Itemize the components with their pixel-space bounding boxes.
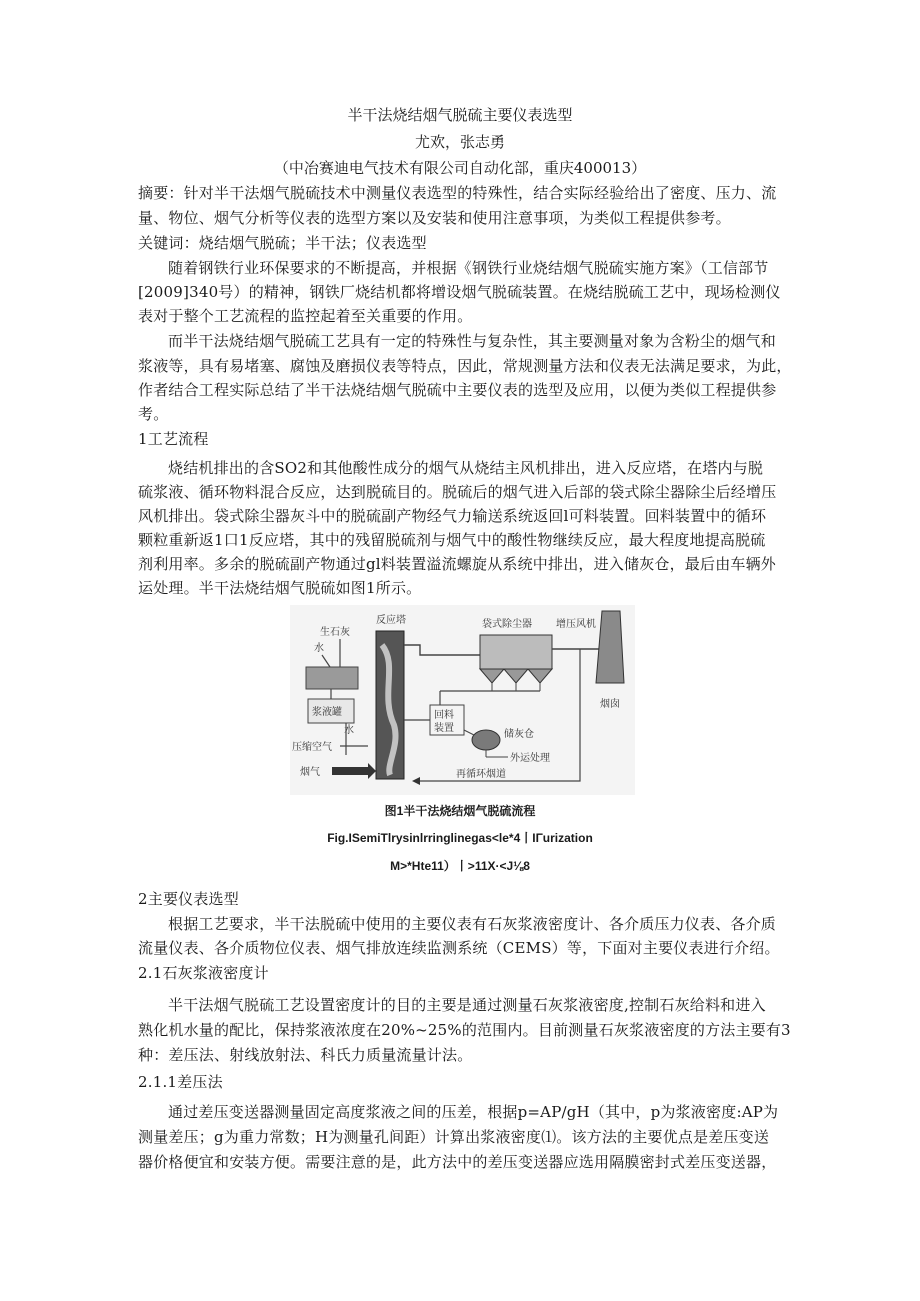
ash-bin bbox=[472, 730, 500, 750]
section-1-paragraph: 运处理。半干法烧结烟气脱硫如图1所示。 bbox=[138, 579, 422, 597]
section-1-heading: 1工艺流程 bbox=[138, 430, 209, 448]
intro-paragraph-2: 浆液等，具有易堵塞、腐蚀及磨损仪表等特点，因此，常规测量方法和仪表无法满足要求，为此， bbox=[138, 357, 792, 375]
section-1-paragraph: 剂利用率。多余的脱硫副产物通过gl料装置溢流螺旋从系统中排出，进入储灰仓，最后由车辆外 bbox=[138, 555, 777, 573]
figure-caption-en: Fig.ISemiTlrysinlrringlinegas<le*4丨IΓurization bbox=[327, 831, 593, 845]
label-device: 装置 bbox=[434, 723, 454, 734]
section-2-heading: 2主要仪表选型 bbox=[138, 890, 239, 908]
section-2-1-1-heading: 2.1.1差压法 bbox=[138, 1073, 223, 1091]
label-water-1: 水 bbox=[314, 643, 324, 654]
figure-caption: 图1半干法烧结烟气脱硫流程 bbox=[384, 804, 536, 818]
intro-paragraph-2: 而半干法烧结烟气脱硫工艺具有一定的特殊性与复杂性，其主要测量对象为含粉尘的烟气和 bbox=[168, 332, 777, 350]
label-slurry-tank: 浆液罐 bbox=[312, 707, 342, 718]
label-compressed-air: 压缩空气 bbox=[292, 742, 332, 753]
intro-paragraph-1: 表对于整个工艺流程的监控起着至关重要的作用。 bbox=[138, 307, 473, 325]
label-transport: 外运处理 bbox=[510, 753, 550, 764]
baghouse bbox=[480, 635, 552, 669]
label-recycle: 回料 bbox=[434, 710, 454, 721]
intro-paragraph-2: 考。 bbox=[138, 405, 169, 423]
label-ash-bin: 储灰仓 bbox=[504, 729, 534, 740]
label-water-2: 水 bbox=[344, 725, 354, 736]
label-lime: 生石灰 bbox=[320, 627, 350, 638]
process-flow-diagram bbox=[290, 605, 635, 795]
section-1-paragraph: 风机排出。袋式除尘器灰斗中的脱硫副产物经气力输送系统返回l可料装置。回料装置中的循环 bbox=[138, 507, 767, 525]
section-1-paragraph: 烧结机排出的含SO2和其他酸性成分的烟气从烧结主风机排出，进入反应塔，在塔内与脱 bbox=[168, 459, 764, 477]
paper-title: 半干法烧结烟气脱硫主要仪表选型 bbox=[347, 106, 573, 124]
label-fan: 增压风机 bbox=[556, 619, 596, 630]
section-2-1-1-paragraph: 测量差压；g为重力常数；H为测量孔间距）计算出浆液密度⑴。该方法的主要优点是差压变送 bbox=[138, 1128, 770, 1146]
keywords: 关键词：烧结烟气脱硫；半干法；仪表选型 bbox=[138, 234, 427, 252]
abstract-line: 摘要：针对半干法烟气脱硫技术中测量仪表选型的特殊性，结合实际经验给出了密度、压力、流 bbox=[138, 184, 777, 202]
section-2-1-paragraph: 熟化机水量的配比，保持浆液浓度在20%~25%的范围内。目前测量石灰浆液密度的方法主要有3 bbox=[138, 1021, 791, 1039]
label-recirc-duct: 再循环烟道 bbox=[456, 769, 506, 780]
section-2-1-1-paragraph: 器价格便宜和安装方便。需要注意的是，此方法中的差压变送器应选用隔膜密封式差压变送器， bbox=[138, 1153, 777, 1171]
section-2-paragraph: 根据工艺要求，半干法脱硫中使用的主要仪表有石灰浆液密度计、各介质压力仪表、各介质 bbox=[168, 915, 777, 933]
label-baghouse: 袋式除尘器 bbox=[482, 619, 532, 630]
section-1-paragraph: 颗粒重新返1口1反应塔，其中的残留脱硫剂与烟气中的酸性物继续反应，最大程度地提高脱硫 bbox=[138, 531, 766, 549]
intro-paragraph-1: [2009]340号）的精神，钢铁厂烧结机都将增设烟气脱硫装置。在烧结脱硫工艺中，现场检测仪 bbox=[138, 283, 781, 301]
figure-caption-en: M>*Hte11）丨>11X·<J⅛8 bbox=[390, 859, 530, 873]
label-reactor: 反应塔 bbox=[376, 615, 406, 626]
section-2-1-heading: 2.1石灰浆液密度计 bbox=[138, 964, 269, 982]
label-flue-gas: 烟气 bbox=[300, 767, 320, 778]
authors: 尤欢，张志勇 bbox=[414, 133, 505, 151]
section-2-1-1-paragraph: 通过差压变送器测量固定高度浆液之间的压差，根据p=AP∕gH（其中，p为浆液密度:AP为 bbox=[168, 1103, 779, 1121]
label-chimney: 烟囱 bbox=[600, 699, 620, 710]
affiliation: （中冶赛迪电气技术有限公司自动化部，重庆400013） bbox=[273, 159, 647, 177]
section-2-paragraph: 流量仪表、各介质物位仪表、烟气排放连续监测系统（CEMS）等，下面对主要仪表进行介绍。 bbox=[138, 939, 780, 957]
intro-paragraph-1: 随着钢铁行业环保要求的不断提高，并根据《钢铁行业烧结烟气脱硫实施方案》（工信部节 bbox=[168, 259, 769, 277]
section-2-1-paragraph: 种：差压法、射线放射法、科氏力质量流量计法。 bbox=[138, 1046, 473, 1064]
abstract-line: 量、物位、烟气分析等仪表的选型方案以及安装和使用注意事项，为类似工程提供参考。 bbox=[138, 209, 731, 227]
section-1-paragraph: 硫浆液、循环物料混合反应，达到脱硫目的。脱硫后的烟气进入后部的袋式除尘器除尘后经增压 bbox=[138, 483, 777, 501]
intro-paragraph-2: 作者结合工程实际总结了半干法烧结烟气脱硫中主要仪表的选型及应用，以便为类似工程提供参 bbox=[138, 381, 777, 399]
section-2-1-paragraph: 半干法烟气脱硫工艺设置密度计的目的主要是通过测量石灰浆液密度,控制石灰给料和进入 bbox=[168, 996, 766, 1014]
